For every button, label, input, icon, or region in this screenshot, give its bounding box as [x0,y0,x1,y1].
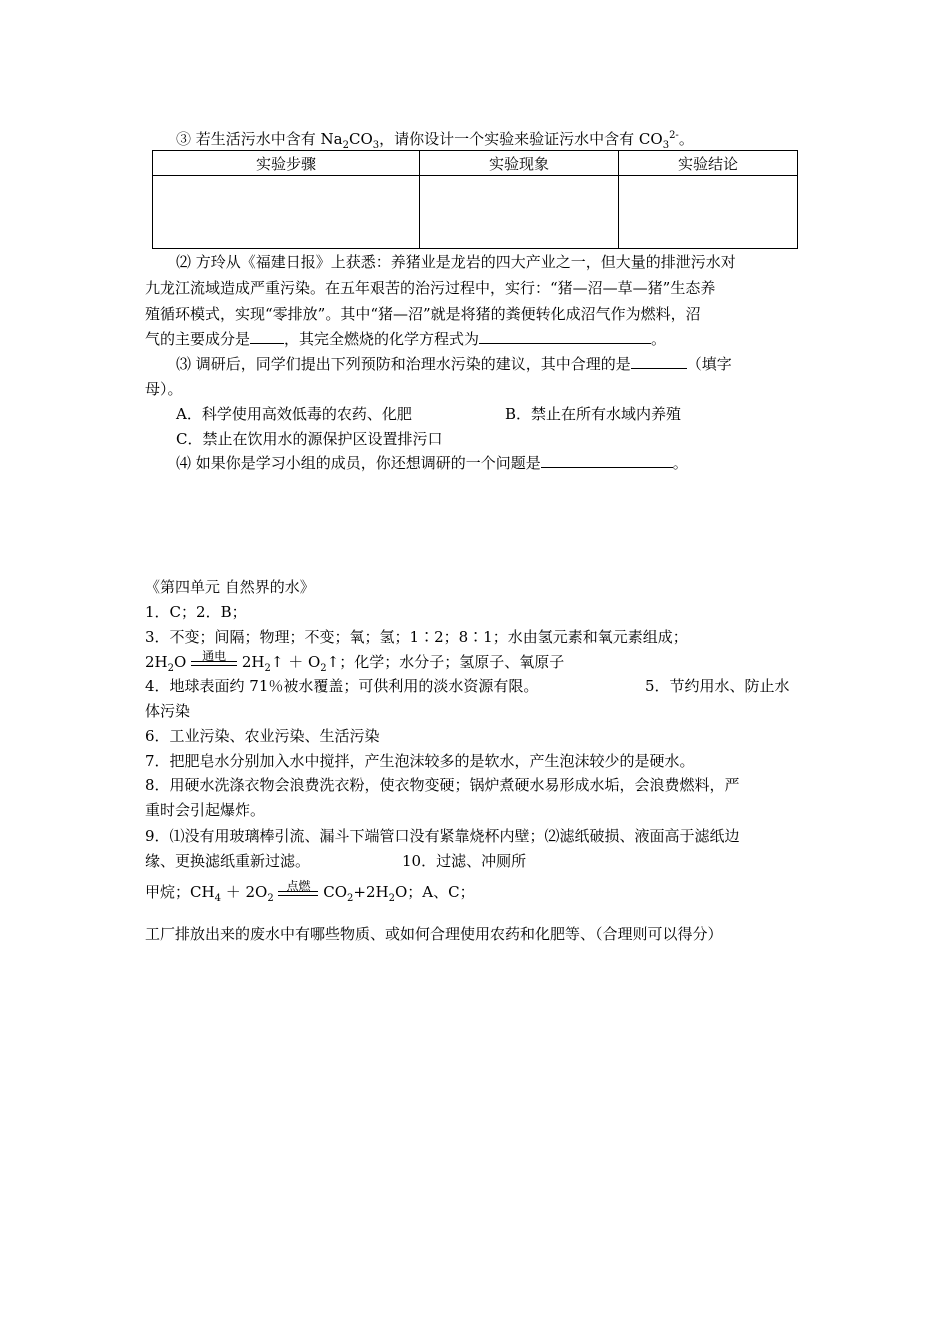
equals-sign [191,661,237,666]
table-header-row [153,151,798,176]
p3-line2: 母）。 [145,380,183,398]
answer-8-cont: 重时会引起爆炸。 [145,801,266,819]
answer-5-cont: 体污染 [145,702,191,720]
answers-title: 《第四单元 自然界的水》 [145,578,315,596]
reaction-condition: 点燃 [278,882,318,902]
answer-4: 4．地球表面约 71％被水覆盖；可供利用的淡水资源有限。 [145,677,539,695]
blank-methane[interactable] [250,329,284,344]
answer-5: 5．节约用水、防止水 [645,677,790,695]
p3-line1: ⑶ 调研后，同学们提出下列预防和治理水污染的建议，其中合理的是 （填字 [176,355,732,373]
option-a: A．科学使用高效低毒的农药、化肥 [176,405,412,423]
col-header-steps: 实验步骤 [153,151,420,176]
cell-phenomena[interactable] [420,176,619,249]
option-c: C．禁止在饮用水的源保护区设置排污口 [176,430,443,448]
blank-research-question[interactable] [541,453,673,468]
equation-electrolysis: $2H_2O$ 通电 $2H_2↑$ ＋ $O_2↑$；化学；水分子；氢原子、氧原子 [145,649,565,674]
p2-line2: 九龙江流域造成严重污染。在五年艰苦的治污过程中，实行：“猪—沼—草—猪”生态养 [145,279,716,297]
table-row [153,176,798,249]
p2-line3: 殖循环模式，实现“零排放”。其中“猪—沼”就是将猪的粪便转化成沼气作为燃料，沼 [145,305,701,323]
p2-line4: 气的主要成分是 ，其完全燃烧的化学方程式为 。 [145,330,667,348]
answer-8: 8．用硬水洗涤衣物会浪费洗衣粉，使衣物变硬；锅炉煮硬水易形成水垢，会浪费燃料，严 [145,776,740,794]
answer-9: 9．⑴没有用玻璃棒引流、漏斗下端管口没有紧靠烧杯内壁；⑵滤纸破损、液面高于滤纸边 [145,827,740,845]
answer-7: 7．把肥皂水分别加入水中搅拌，产生泡沫较多的是软水，产生泡沫较少的是硬水。 [145,752,695,770]
answer-6: 6．工业污染、农业污染、生活污染 [145,727,380,745]
blank-answer-letter[interactable] [631,354,687,369]
answer-9-cont: 缘、更换滤纸重新过滤。 [145,852,311,870]
equals-sign [278,891,318,896]
p2-line1: ⑵ 方玲从《福建日报》上获悉：养猪业是龙岩的四大产业之一，但大量的排泄污水对 [176,253,736,271]
col-header-conclusion: 实验结论 [619,151,798,176]
option-b: B．禁止在所有水域内养殖 [505,405,682,423]
equation-methane: 甲烷；$CH_4 + 2O_2$ 点燃 $CO_2+2H_2O$；A、C； [145,879,475,904]
q3-line: ③ 若生活污水中含有 $Na_2CO_3$，请你设计一个实验来验证污水中含有 $CO_3^{2-}$。 [176,130,694,151]
p4-line: ⑷ 如果你是学习小组的成员，你还想调研的一个问题是 。 [176,454,688,472]
experiment-table [152,150,798,249]
blank-equation[interactable] [479,329,651,344]
answer-10: 10．过滤、冲厕所 [402,852,527,870]
answer-3: 3．不变；间隔；物理；不变；氧；氢；1∶2；8∶1；水由氢元素和氧元素组成； [145,628,688,646]
answer-1-2: 1．C；2．B； [145,603,247,621]
cell-steps[interactable] [153,176,420,249]
reaction-condition: 通电 [191,652,237,672]
col-header-phenomena: 实验现象 [420,151,619,176]
cell-conclusion[interactable] [619,176,798,249]
answer-last: 工厂排放出来的废水中有哪些物质、或如何合理使用农药和化肥等、（合理则可以得分） [145,925,723,943]
